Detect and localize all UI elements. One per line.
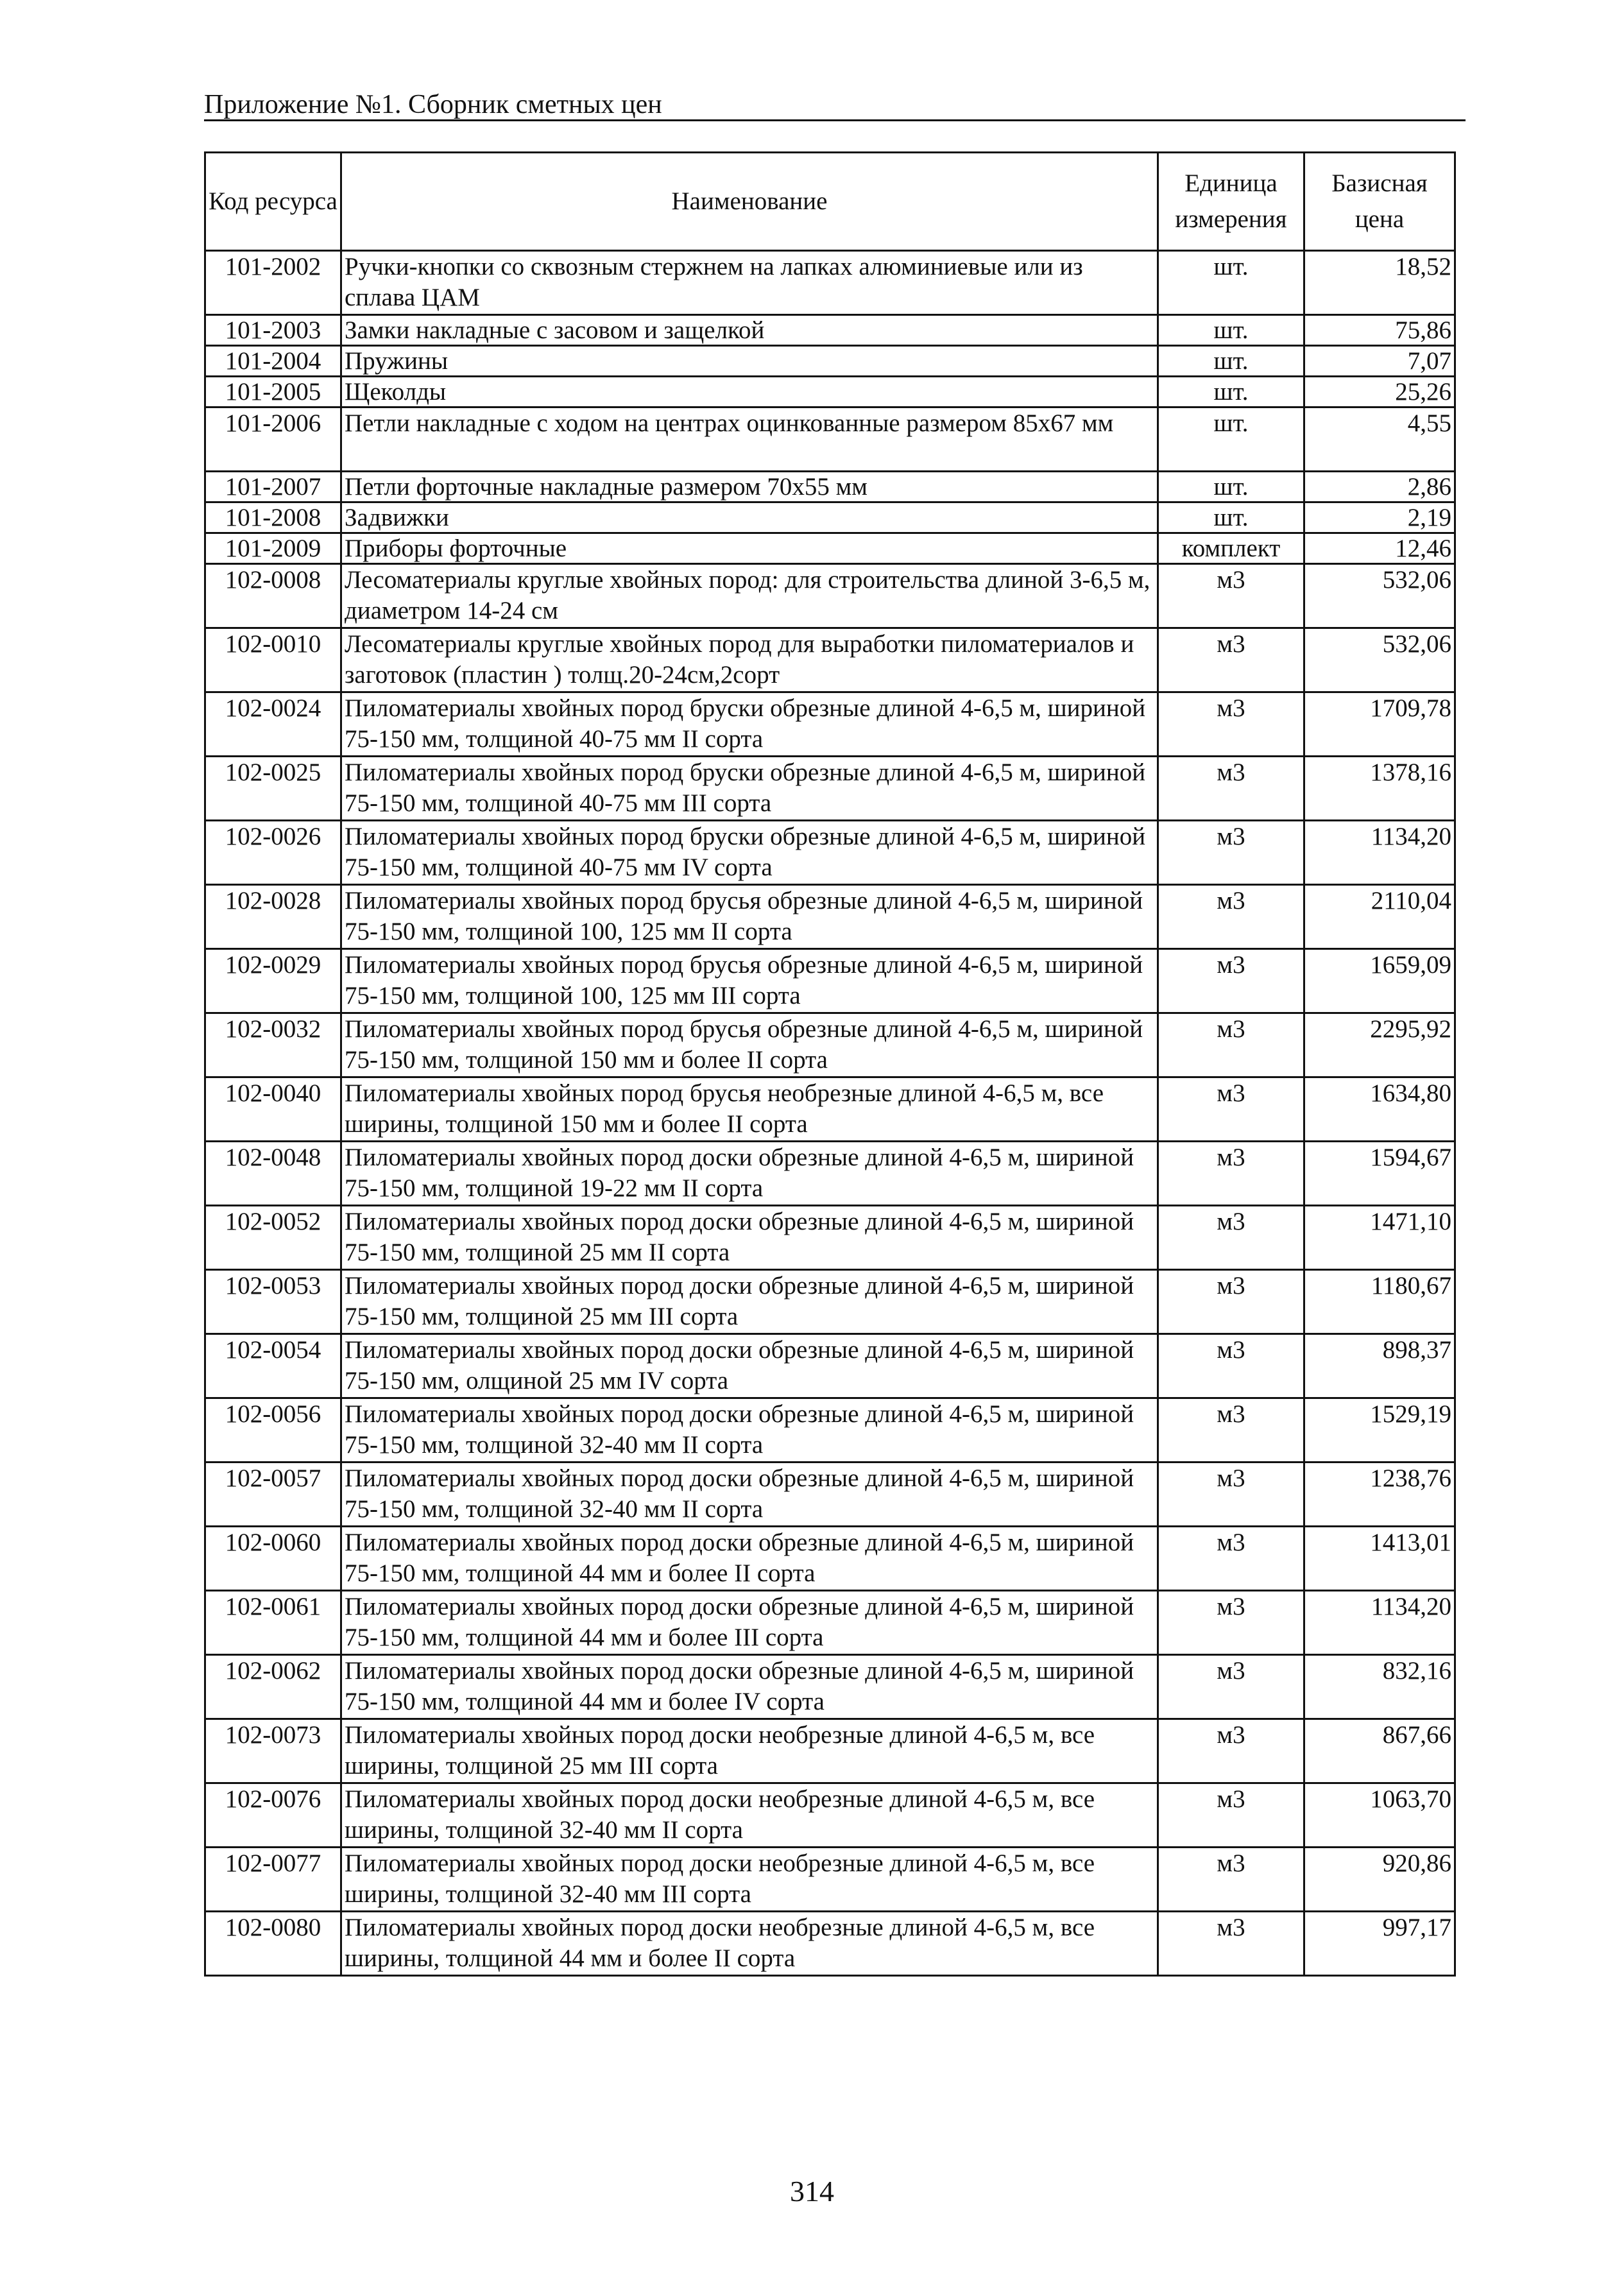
- page-number: 314: [790, 2175, 834, 2208]
- cell-unit: м3: [1158, 1719, 1304, 1783]
- table-row: [205, 821, 1455, 885]
- cell-unit: шт.: [1158, 315, 1304, 346]
- cell-code: 102-0024: [205, 692, 341, 757]
- cell-code: 101-2006: [205, 407, 341, 472]
- cell-name: Пиломатериалы хвойных пород доски обрезные длиной 4-6,5 м, шириной 75-150 мм, толщиной 32-40 мм II сорта: [341, 1398, 1158, 1462]
- table-row: [205, 692, 1455, 757]
- price-table: [204, 151, 1456, 1977]
- cell-price: 1413,01: [1304, 1527, 1455, 1591]
- cell-code: 101-2009: [205, 533, 341, 564]
- cell-code: 101-2005: [205, 377, 341, 407]
- cell-code: 101-2007: [205, 472, 341, 502]
- cell-unit: м3: [1158, 1848, 1304, 1912]
- cell-code: 102-0025: [205, 757, 341, 821]
- cell-price: 1471,10: [1304, 1206, 1455, 1270]
- cell-unit: шт.: [1158, 502, 1304, 533]
- cell-unit: шт.: [1158, 251, 1304, 315]
- cell-name: Пиломатериалы хвойных пород бруски обрезные длиной 4-6,5 м, шириной 75-150 мм, толщиной 40-75 мм IV сорта: [341, 821, 1158, 885]
- cell-code: 102-0040: [205, 1077, 341, 1142]
- cell-unit: м3: [1158, 1013, 1304, 1077]
- table-body: [205, 251, 1455, 1976]
- table-row: [205, 407, 1455, 472]
- table-row: [205, 1398, 1455, 1462]
- cell-code: 102-0008: [205, 564, 341, 628]
- table-row: [205, 1848, 1455, 1912]
- table-row: [205, 757, 1455, 821]
- cell-name: Ручки-кнопки со сквозным стержнем на лапках алюминиевые или из сплава ЦАМ: [341, 251, 1158, 315]
- cell-name: Пиломатериалы хвойных пород доски необрезные длиной 4-6,5 м, все ширины, толщиной 32-40 мм III сорта: [341, 1848, 1158, 1912]
- cell-name: Пиломатериалы хвойных пород доски обрезные длиной 4-6,5 м, шириной 75-150 мм, толщиной 44 мм и более IV сорта: [341, 1655, 1158, 1719]
- cell-code: 102-0077: [205, 1848, 341, 1912]
- cell-unit: м3: [1158, 1077, 1304, 1142]
- cell-price: 867,66: [1304, 1719, 1455, 1783]
- cell-code: 102-0010: [205, 628, 341, 692]
- cell-unit: м3: [1158, 1912, 1304, 1976]
- cell-code: 102-0056: [205, 1398, 341, 1462]
- cell-name: Задвижки: [341, 502, 1158, 533]
- cell-code: 102-0062: [205, 1655, 341, 1719]
- cell-unit: м3: [1158, 1783, 1304, 1848]
- table-row: [205, 1912, 1455, 1976]
- cell-unit: шт.: [1158, 346, 1304, 377]
- cell-code: 101-2008: [205, 502, 341, 533]
- table-row: [205, 315, 1455, 346]
- cell-price: 1134,20: [1304, 1591, 1455, 1655]
- cell-name: Петли форточные накладные размером 70х55 мм: [341, 472, 1158, 502]
- column-header-price: Базисная цена: [1304, 153, 1455, 251]
- cell-unit: м3: [1158, 628, 1304, 692]
- table-row: [205, 1462, 1455, 1527]
- cell-name: Пиломатериалы хвойных пород доски необрезные длиной 4-6,5 м, все ширины, толщиной 44 мм и более II сорта: [341, 1912, 1158, 1976]
- cell-price: 25,26: [1304, 377, 1455, 407]
- cell-price: 2110,04: [1304, 885, 1455, 949]
- cell-code: 102-0053: [205, 1270, 341, 1334]
- cell-name: Приборы форточные: [341, 533, 1158, 564]
- cell-code: 101-2002: [205, 251, 341, 315]
- cell-price: 4,55: [1304, 407, 1455, 472]
- table-header-row: [205, 153, 1455, 251]
- cell-price: 75,86: [1304, 315, 1455, 346]
- cell-price: 1238,76: [1304, 1462, 1455, 1527]
- cell-code: 102-0029: [205, 949, 341, 1013]
- table-row: [205, 251, 1455, 315]
- cell-unit: м3: [1158, 1655, 1304, 1719]
- cell-code: 102-0073: [205, 1719, 341, 1783]
- cell-code: 102-0061: [205, 1591, 341, 1655]
- cell-unit: м3: [1158, 949, 1304, 1013]
- cell-name: Щеколды: [341, 377, 1158, 407]
- cell-name: Пиломатериалы хвойных пород доски обрезные длиной 4-6,5 м, шириной 75-150 мм, толщиной 19-22 мм II сорта: [341, 1142, 1158, 1206]
- cell-name: Пиломатериалы хвойных пород брусья обрезные длиной 4-6,5 м, шириной 75-150 мм, толщиной 100, 125 мм III сорта: [341, 949, 1158, 1013]
- table-row: [205, 1077, 1455, 1142]
- table-row: [205, 1591, 1455, 1655]
- cell-code: 102-0076: [205, 1783, 341, 1848]
- cell-code: 102-0048: [205, 1142, 341, 1206]
- cell-unit: м3: [1158, 821, 1304, 885]
- cell-code: 102-0028: [205, 885, 341, 949]
- cell-price: 1709,78: [1304, 692, 1455, 757]
- cell-name: Петли накладные с ходом на центрах оцинкованные размером 85х67 мм: [341, 407, 1158, 472]
- cell-name: Пиломатериалы хвойных пород бруски обрезные длиной 4-6,5 м, шириной 75-150 мм, толщиной 40-75 мм II сорта: [341, 692, 1158, 757]
- cell-price: 2295,92: [1304, 1013, 1455, 1077]
- cell-code: 101-2003: [205, 315, 341, 346]
- cell-name: Лесоматериалы круглые хвойных пород для выработки пиломатериалов и заготовок (пластин ) толщ.20-24см,2сорт: [341, 628, 1158, 692]
- cell-unit: комплект: [1158, 533, 1304, 564]
- cell-price: 12,46: [1304, 533, 1455, 564]
- header-rule: [204, 119, 1466, 121]
- cell-unit: м3: [1158, 1270, 1304, 1334]
- cell-unit: м3: [1158, 564, 1304, 628]
- table-row: [205, 628, 1455, 692]
- cell-price: 1134,20: [1304, 821, 1455, 885]
- page-header-title: Приложение №1. Сборник сметных цен: [204, 90, 662, 119]
- cell-unit: м3: [1158, 1591, 1304, 1655]
- cell-price: 1594,67: [1304, 1142, 1455, 1206]
- cell-price: 2,86: [1304, 472, 1455, 502]
- cell-code: 102-0032: [205, 1013, 341, 1077]
- table-row: [205, 533, 1455, 564]
- table-row: [205, 346, 1455, 377]
- column-header-name: Наименование: [341, 153, 1158, 251]
- cell-unit: м3: [1158, 885, 1304, 949]
- table-row: [205, 472, 1455, 502]
- cell-price: 1529,19: [1304, 1398, 1455, 1462]
- cell-price: 997,17: [1304, 1912, 1455, 1976]
- cell-price: 7,07: [1304, 346, 1455, 377]
- cell-price: 1063,70: [1304, 1783, 1455, 1848]
- column-header-unit: Единица измерения: [1158, 153, 1304, 251]
- cell-price: 1180,67: [1304, 1270, 1455, 1334]
- cell-price: 1634,80: [1304, 1077, 1455, 1142]
- cell-name: Пиломатериалы хвойных пород доски обрезные длиной 4-6,5 м, шириной 75-150 мм, толщиной 44 мм и более II сорта: [341, 1527, 1158, 1591]
- cell-name: Пиломатериалы хвойных пород доски необрезные длиной 4-6,5 м, все ширины, толщиной 25 мм III сорта: [341, 1719, 1158, 1783]
- cell-name: Пиломатериалы хвойных пород брусья необрезные длиной 4-6,5 м, все ширины, толщиной 150 мм и более II сорта: [341, 1077, 1158, 1142]
- cell-price: 532,06: [1304, 564, 1455, 628]
- cell-code: 102-0052: [205, 1206, 341, 1270]
- cell-price: 18,52: [1304, 251, 1455, 315]
- table-row: [205, 1719, 1455, 1783]
- cell-code: 102-0054: [205, 1334, 341, 1398]
- table-row: [205, 377, 1455, 407]
- cell-unit: м3: [1158, 1398, 1304, 1462]
- cell-code: 102-0026: [205, 821, 341, 885]
- cell-name: Пиломатериалы хвойных пород доски необрезные длиной 4-6,5 м, все ширины, толщиной 32-40 мм II сорта: [341, 1783, 1158, 1848]
- cell-unit: м3: [1158, 1142, 1304, 1206]
- cell-unit: шт.: [1158, 472, 1304, 502]
- cell-price: 832,16: [1304, 1655, 1455, 1719]
- table-row: [205, 1527, 1455, 1591]
- cell-unit: м3: [1158, 1527, 1304, 1591]
- table-row: [205, 1334, 1455, 1398]
- table-row: [205, 1142, 1455, 1206]
- cell-code: 102-0060: [205, 1527, 341, 1591]
- cell-unit: м3: [1158, 692, 1304, 757]
- cell-name: Пиломатериалы хвойных пород доски обрезные длиной 4-6,5 м, шириной 75-150 мм, толщиной 25 мм II сорта: [341, 1206, 1158, 1270]
- cell-name: Пиломатериалы хвойных пород доски обрезные длиной 4-6,5 м, шириной 75-150 мм, олщиной 25 мм IV сорта: [341, 1334, 1158, 1398]
- table-row: [205, 564, 1455, 628]
- cell-unit: шт.: [1158, 377, 1304, 407]
- table-row: [205, 1206, 1455, 1270]
- cell-price: 898,37: [1304, 1334, 1455, 1398]
- table-row: [205, 1783, 1455, 1848]
- cell-code: 102-0057: [205, 1462, 341, 1527]
- cell-unit: м3: [1158, 1334, 1304, 1398]
- cell-unit: шт.: [1158, 407, 1304, 472]
- cell-name: Пиломатериалы хвойных пород брусья обрезные длиной 4-6,5 м, шириной 75-150 мм, толщиной 150 мм и более II сорта: [341, 1013, 1158, 1077]
- cell-name: Лесоматериалы круглые хвойных пород: для строительства длиной 3-6,5 м, диаметром 14-24 см: [341, 564, 1158, 628]
- cell-unit: м3: [1158, 1206, 1304, 1270]
- cell-unit: м3: [1158, 1462, 1304, 1527]
- cell-name: Замки накладные с засовом и защелкой: [341, 315, 1158, 346]
- cell-code: 102-0080: [205, 1912, 341, 1976]
- table-row: [205, 1655, 1455, 1719]
- cell-unit: м3: [1158, 757, 1304, 821]
- cell-code: 101-2004: [205, 346, 341, 377]
- cell-name: Пиломатериалы хвойных пород брусья обрезные длиной 4-6,5 м, шириной 75-150 мм, толщиной 100, 125 мм II сорта: [341, 885, 1158, 949]
- column-header-code: Код ресурса: [205, 153, 341, 251]
- table-row: [205, 1270, 1455, 1334]
- cell-name: Пружины: [341, 346, 1158, 377]
- table-row: [205, 949, 1455, 1013]
- cell-name: Пиломатериалы хвойных пород доски обрезные длиной 4-6,5 м, шириной 75-150 мм, толщиной 44 мм и более III сорта: [341, 1591, 1158, 1655]
- cell-price: 1378,16: [1304, 757, 1455, 821]
- cell-price: 532,06: [1304, 628, 1455, 692]
- cell-name: Пиломатериалы хвойных пород доски обрезные длиной 4-6,5 м, шириной 75-150 мм, толщиной 32-40 мм II сорта: [341, 1462, 1158, 1527]
- cell-name: Пиломатериалы хвойных пород бруски обрезные длиной 4-6,5 м, шириной 75-150 мм, толщиной 40-75 мм III сорта: [341, 757, 1158, 821]
- cell-name: Пиломатериалы хвойных пород доски обрезные длиной 4-6,5 м, шириной 75-150 мм, толщиной 25 мм III сорта: [341, 1270, 1158, 1334]
- table-row: [205, 502, 1455, 533]
- cell-price: 1659,09: [1304, 949, 1455, 1013]
- table-row: [205, 1013, 1455, 1077]
- cell-price: 2,19: [1304, 502, 1455, 533]
- cell-price: 920,86: [1304, 1848, 1455, 1912]
- table-row: [205, 885, 1455, 949]
